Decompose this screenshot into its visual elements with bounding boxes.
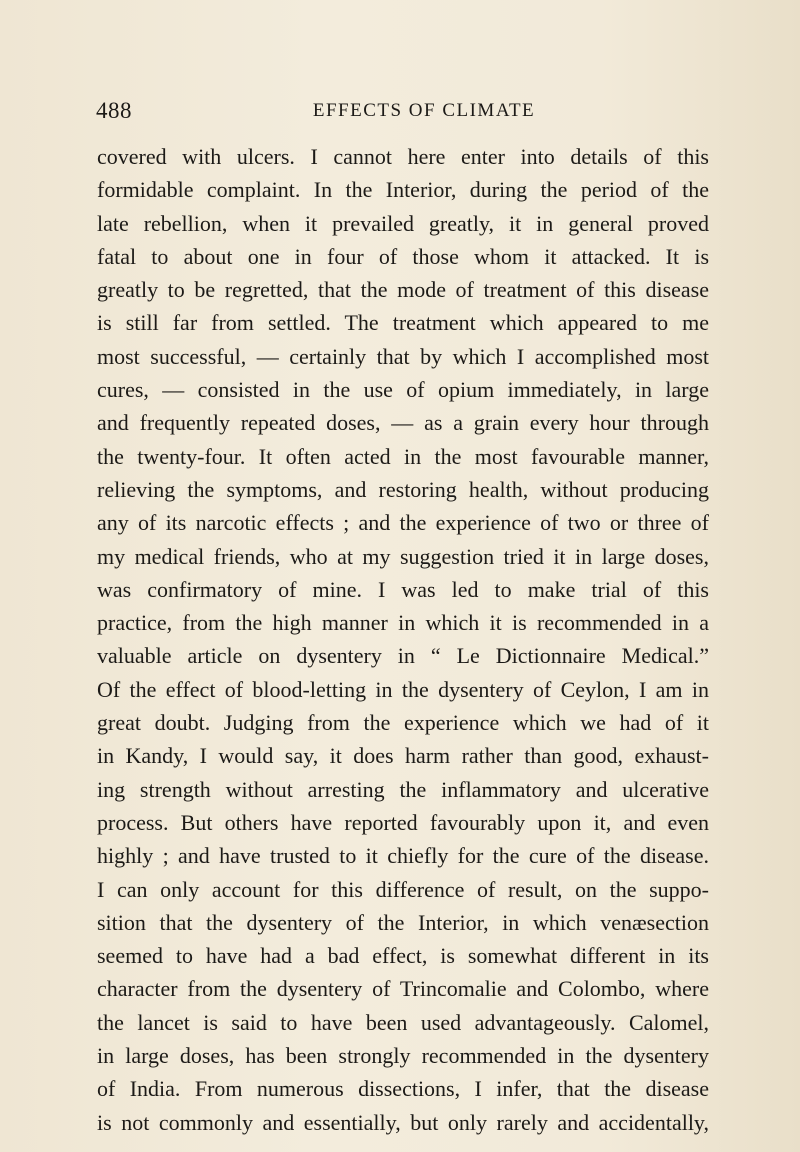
running-head: EFFECTS OF CLIMATE [312,100,536,121]
text-line: process. But others have reported favourably upon it, and even [97,809,709,835]
body-text [97,140,709,1139]
text-line: in Kandy, I would say, it does harm rather than good, exhaust- [97,743,709,769]
text-line: covered with ulcers. I cannot here enter into details of this [97,144,709,169]
text-line: of India. From numerous dissections, I infer, that the disease [97,1076,709,1102]
text-line: fatal to about one in four of those whom it attacked. It is [97,243,709,269]
text-line: I can only account for this difference of result, on the suppo- [97,876,709,902]
text-line: late rebellion, when it prevailed greatly, it in general proved [97,210,709,236]
text-line: my medical friends, who at my suggestion tried it in large doses, [97,543,709,569]
text-line: most successful, — certainly that by which I accomplished most [97,343,709,369]
text-line: any of its narcotic effects ; and the experience of two or three of [97,510,709,536]
text-line: seemed to have had a bad effect, is somewhat different in its [97,943,709,969]
text-line: ing strength without arresting the inflammatory and ulcerative [97,776,709,802]
text-line: the lancet is said to have been used advantageously. Calomel, [97,1009,709,1035]
text-line: is not commonly and essentially, but only rarely and accidentally, [97,1109,709,1135]
text-line: valuable article on dysentery in “ Le Dictionnaire Medical.” [97,643,709,669]
text-line: is still far from settled. The treatment which appeared to me [97,310,709,336]
page-header [96,98,706,128]
text-line: sition that the dysentery of the Interior, in which venæsection [97,909,709,935]
text-line: practice, from the high manner in which it is recommended in a [97,610,709,636]
text-line: great doubt. Judging from the experience which we had of it [97,710,709,736]
text-line: in large doses, has been strongly recommended in the dysentery [97,1043,709,1069]
text-line: greatly to be regretted, that the mode of treatment of this disease [97,277,709,303]
text-line: and frequently repeated doses, — as a grain every hour through [97,410,709,436]
text-line: character from the dysentery of Trincomalie and Colombo, where [97,976,709,1002]
page-number: 488 [96,98,132,123]
text-line: formidable complaint. In the Interior, during the period of the [97,177,709,203]
text-line: the twenty-four. It often acted in the most favourable manner, [97,443,709,469]
text-line: cures, — consisted in the use of opium immediately, in large [97,377,709,403]
text-line: Of the effect of blood-letting in the dysentery of Ceylon, I am in [97,676,709,702]
text-line: relieving the symptoms, and restoring health, without producing [97,476,709,502]
text-line: was confirmatory of mine. I was led to make trial of this [97,576,709,602]
text-line: highly ; and have trusted to it chiefly for the cure of the disease. [97,843,709,869]
